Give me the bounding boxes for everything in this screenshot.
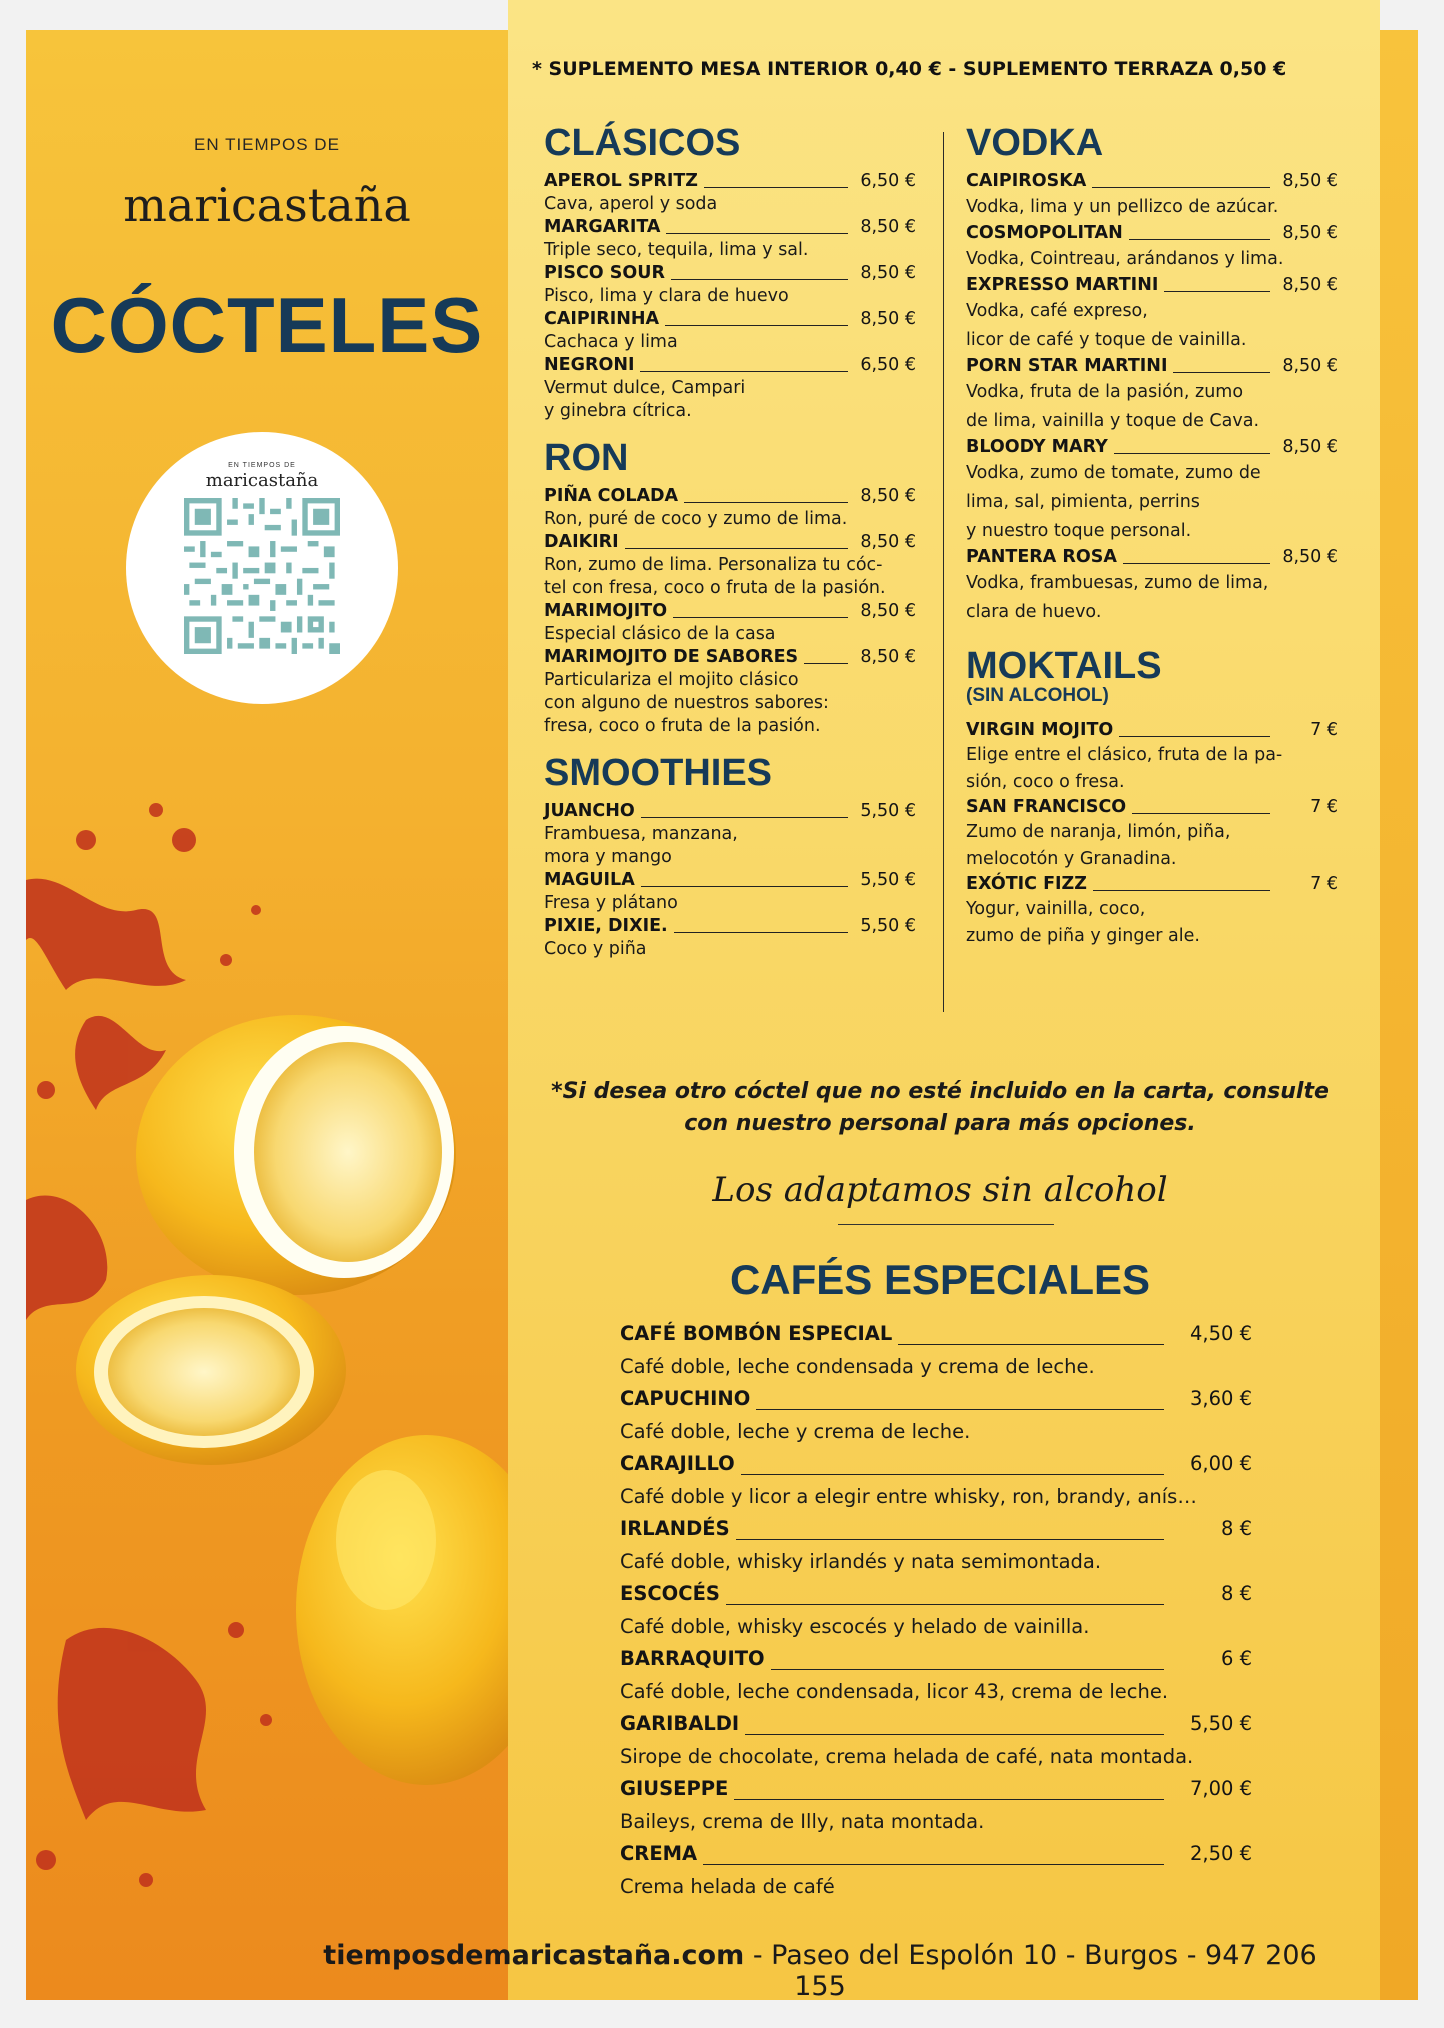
menu-item: [544, 869, 916, 915]
menu-item: [620, 1318, 1252, 1383]
menu-column-right: [966, 122, 1338, 950]
item-name: APEROL SPRITZ: [544, 171, 698, 191]
item-desc: Yogur, vainilla, coco, zumo de piña y ginger ale.: [966, 899, 1200, 946]
item-price: 4,50 €: [1189, 1322, 1252, 1345]
menu-item: [620, 1383, 1252, 1448]
left-panel: [26, 30, 508, 2000]
item-desc: Café doble, whisky irlandés y nata semimontada.: [620, 1550, 1102, 1573]
item-desc: Baileys, crema de Illy, nata montada.: [620, 1810, 985, 1833]
leader-line: [1132, 813, 1270, 814]
item-price: 8,50 €: [1282, 437, 1338, 457]
item-price: 2,50 €: [1189, 1842, 1252, 1865]
leader-line: [666, 233, 848, 234]
item-price: 7,00 €: [1189, 1777, 1252, 1800]
leader-line: [1114, 453, 1270, 454]
section-ron: [544, 485, 916, 738]
item-name: JUANCHO: [544, 801, 635, 821]
custom-cocktail-note: *Si desea otro cóctel que no esté incluido en la carta, consulte con nuestro personal para más opciones.: [551, 1079, 1329, 1136]
item-desc: Elige entre el clásico, fruta de la pa- sión, coco o fresa.: [966, 745, 1283, 792]
menu-item: [966, 170, 1338, 222]
item-price: 6,50 €: [860, 355, 916, 375]
menu-item: [966, 274, 1338, 355]
leader-line: [703, 1864, 1164, 1865]
lemon-slice-icon: [76, 1275, 346, 1465]
item-price: 7 €: [1310, 874, 1338, 894]
item-desc: Frambuesa, manzana, mora y mango: [544, 824, 738, 867]
leader-line: [625, 548, 848, 549]
item-desc: Ron, zumo de lima. Personaliza tu cóc- tel con fresa, coco o fruta de la pasión.: [544, 555, 886, 598]
item-desc: Sirope de chocolate, crema helada de café, nata montada.: [620, 1745, 1194, 1768]
qr-brand-text: maricastaña: [205, 470, 319, 491]
menu-item: [544, 531, 916, 600]
menu-item: [544, 216, 916, 262]
leader-line: [674, 932, 848, 933]
item-name: ESCOCÉS: [620, 1582, 720, 1605]
menu-item: [544, 170, 916, 216]
item-desc: Triple seco, tequila, lima y sal.: [544, 240, 809, 260]
leader-line: [804, 663, 848, 664]
item-desc: Vodka, fruta de la pasión, zumo de lima, vainilla y toque de Cava.: [966, 382, 1260, 431]
item-desc: Vermut dulce, Campari y ginebra cítrica.: [544, 378, 746, 421]
leader-line: [704, 187, 848, 188]
section-cafes: [620, 1318, 1252, 1903]
section-title-ron: RON: [544, 437, 629, 479]
item-desc: Especial clásico de la casa: [544, 624, 776, 644]
item-desc: Crema helada de café: [620, 1875, 835, 1898]
leader-line: [1123, 563, 1270, 564]
leader-line: [1173, 372, 1270, 373]
item-desc: Café doble, leche condensada, licor 43, crema de leche.: [620, 1680, 1169, 1703]
section-title-smoothies: SMOOTHIES: [544, 752, 773, 794]
menu-item: [620, 1448, 1252, 1513]
menu-item: [620, 1643, 1252, 1708]
item-price: 8,50 €: [860, 309, 916, 329]
item-price: 5,50 €: [860, 916, 916, 936]
item-price: 8 €: [1220, 1582, 1252, 1605]
item-name: CAFÉ BOMBÓN ESPECIAL: [620, 1322, 893, 1345]
item-name: PIÑA COLADA: [544, 486, 679, 506]
section-title-clasicos: CLÁSICOS: [544, 122, 741, 164]
menu-item: [966, 222, 1338, 274]
leader-line: [898, 1344, 1164, 1345]
leader-line: [671, 279, 848, 280]
item-price: 6,50 €: [860, 171, 916, 191]
item-price: 6 €: [1220, 1647, 1252, 1670]
item-price: 8,50 €: [1282, 547, 1338, 567]
item-desc: Vodka, zumo de tomate, zumo de lima, sal, pimienta, perrins y nuestro toque personal.: [966, 463, 1261, 541]
item-desc: Cachaca y lima: [544, 332, 678, 352]
leader-line: [741, 1474, 1164, 1475]
brand-logo-text: maricastaña: [123, 178, 411, 232]
website-link[interactable]: tiemposdemaricastaña.com: [323, 1940, 745, 1971]
item-name: MARIMOJITO DE SABORES: [544, 647, 799, 667]
brand-tagline: EN TIEMPOS DE: [194, 135, 340, 154]
leader-line: [1164, 291, 1270, 292]
suplemento-note: * SUPLEMENTO MESA INTERIOR 0,40 € - SUPLEMENTO TERRAZA 0,50 €: [532, 58, 1287, 80]
item-price: 8 €: [1220, 1517, 1252, 1540]
item-desc: Vodka, frambuesas, zumo de lima, clara de huevo.: [966, 573, 1269, 622]
menu-item: [966, 873, 1338, 950]
leader-line: [1129, 239, 1270, 240]
item-price: 8,50 €: [1282, 171, 1338, 191]
menu-item: [544, 262, 916, 308]
menu-item: [544, 354, 916, 423]
leader-line: [641, 886, 848, 887]
item-price: 6,00 €: [1189, 1452, 1252, 1475]
item-price: 8,50 €: [1282, 223, 1338, 243]
menu-item: [966, 719, 1338, 796]
menu-item: [620, 1708, 1252, 1773]
whole-lemon-icon: [296, 1435, 508, 1785]
menu-item: [544, 308, 916, 354]
section-moktails: [966, 719, 1338, 950]
item-desc: Pisco, lima y clara de huevo: [544, 286, 789, 306]
section-vodka: [966, 170, 1338, 627]
menu-column-left: [544, 122, 916, 961]
leader-line: [641, 817, 848, 818]
item-price: 8,50 €: [860, 601, 916, 621]
item-name: CAIPIROSKA: [966, 171, 1087, 191]
item-price: 8,50 €: [860, 217, 916, 237]
menu-item: [966, 355, 1338, 436]
item-desc: Fresa y plátano: [544, 893, 678, 913]
item-name: MARIMOJITO: [544, 601, 668, 621]
item-price: 7 €: [1310, 797, 1338, 817]
item-desc: Coco y piña: [544, 939, 647, 959]
leader-line: [734, 1799, 1164, 1800]
footer: [300, 1940, 1340, 2002]
item-desc: Ron, puré de coco y zumo de lima.: [544, 509, 848, 529]
leader-line: [726, 1604, 1164, 1605]
leader-line: [1093, 890, 1270, 891]
menu-item: [620, 1773, 1252, 1838]
menu-item: [544, 800, 916, 869]
item-desc: Vodka, Cointreau, arándanos y lima.: [966, 249, 1284, 269]
item-name: MAGUILA: [544, 870, 635, 890]
leader-line: [756, 1409, 1164, 1410]
menu-item: [620, 1513, 1252, 1578]
menu-item: [544, 915, 916, 961]
section-title-vodka: VODKA: [966, 122, 1104, 164]
item-name: PIXIE, DIXIE.: [544, 916, 668, 936]
item-desc: Vodka, café expreso, licor de café y toque de vainilla.: [966, 301, 1247, 350]
item-name: GIUSEPPE: [620, 1777, 729, 1800]
leader-line: [640, 371, 848, 372]
menu-item: [966, 546, 1338, 627]
item-name: PORN STAR MARTINI: [966, 356, 1168, 376]
item-desc: Café doble, leche y crema de leche.: [620, 1420, 971, 1443]
item-price: 8,50 €: [860, 263, 916, 283]
item-price: 3,60 €: [1189, 1387, 1252, 1410]
item-name: PISCO SOUR: [544, 263, 665, 283]
item-name: EXPRESSO MARTINI: [966, 275, 1159, 295]
item-price: 7 €: [1310, 720, 1338, 740]
item-price: 8,50 €: [860, 486, 916, 506]
page-title: CÓCTELES: [50, 281, 484, 369]
footer-contact: - Paseo del Espolón 10 - Burgos - 947 206 155: [744, 1940, 1317, 2002]
half-lemon-top-icon: [136, 1015, 456, 1295]
leader-line: [673, 617, 848, 618]
item-desc: Café doble y licor a elegir entre whisky, ron, brandy, anís…: [620, 1485, 1197, 1508]
item-desc: Vodka, lima y un pellizco de azúcar.: [966, 197, 1279, 217]
item-name: CAIPIRINHA: [544, 309, 660, 329]
item-name: VIRGIN MOJITO: [966, 720, 1114, 740]
item-name: CREMA: [620, 1842, 698, 1865]
item-name: EXÓTIC FIZZ: [966, 874, 1087, 894]
lemon-splash-illustration: [26, 760, 508, 2000]
leader-line: [684, 502, 848, 503]
section-clasicos: [544, 170, 916, 423]
item-name: SAN FRANCISCO: [966, 797, 1127, 817]
item-desc: Café doble, whisky escocés y helado de vainilla.: [620, 1615, 1090, 1638]
item-price: 8,50 €: [1282, 356, 1338, 376]
tagline-underline: [838, 1224, 1054, 1225]
item-price: 5,50 €: [860, 870, 916, 890]
item-name: GARIBALDI: [620, 1712, 740, 1735]
section-title-cafes: CAFÉS ESPECIALES: [729, 1256, 1151, 1303]
item-name: COSMOPOLITAN: [966, 223, 1123, 243]
item-name: DAIKIRI: [544, 532, 619, 552]
item-name: MARGARITA: [544, 217, 661, 237]
section-subtitle-moktails: (SIN ALCOHOL): [966, 685, 1109, 706]
menu-item: [966, 436, 1338, 546]
item-desc: Zumo de naranja, limón, piña, melocotón y Granadina.: [966, 822, 1231, 869]
sin-alcohol-tagline: Los adaptamos sin alcohol: [712, 1170, 1168, 1210]
item-price: 5,50 €: [1189, 1712, 1252, 1735]
section-smoothies: [544, 800, 916, 961]
menu-item: [544, 485, 916, 531]
menu-item: [544, 600, 916, 646]
item-name: BLOODY MARY: [966, 437, 1108, 457]
column-divider: [943, 132, 944, 1012]
item-name: PANTERA ROSA: [966, 547, 1117, 567]
leader-line: [745, 1734, 1164, 1735]
menu-item: [620, 1578, 1252, 1643]
qr-tagline: EN TIEMPOS DE: [228, 462, 296, 469]
item-name: NEGRONI: [544, 355, 635, 375]
item-desc: Café doble, leche condensada y crema de leche.: [620, 1355, 1095, 1378]
item-name: IRLANDÉS: [620, 1517, 730, 1540]
leader-line: [736, 1539, 1164, 1540]
item-price: 5,50 €: [860, 801, 916, 821]
leader-line: [665, 325, 848, 326]
qr-badge[interactable]: [126, 432, 398, 704]
item-desc: Cava, aperol y soda: [544, 194, 718, 214]
menu-item: [966, 796, 1338, 873]
item-name: BARRAQUITO: [620, 1647, 765, 1670]
item-price: 8,50 €: [1282, 275, 1338, 295]
item-desc: Particulariza el mojito clásico con alguno de nuestros sabores: fresa, coco o fruta de la pasión.: [544, 670, 829, 736]
item-name: CAPUCHINO: [620, 1387, 751, 1410]
menu-item: [544, 646, 916, 738]
qr-code-icon[interactable]: [184, 498, 340, 654]
item-name: CARAJILLO: [620, 1452, 735, 1475]
menu-item: [620, 1838, 1252, 1903]
item-price: 8,50 €: [860, 647, 916, 667]
leader-line: [1119, 736, 1270, 737]
section-title-moktails: MOKTAILS: [966, 645, 1162, 687]
item-price: 8,50 €: [860, 532, 916, 552]
leader-line: [1092, 187, 1270, 188]
leader-line: [771, 1669, 1164, 1670]
